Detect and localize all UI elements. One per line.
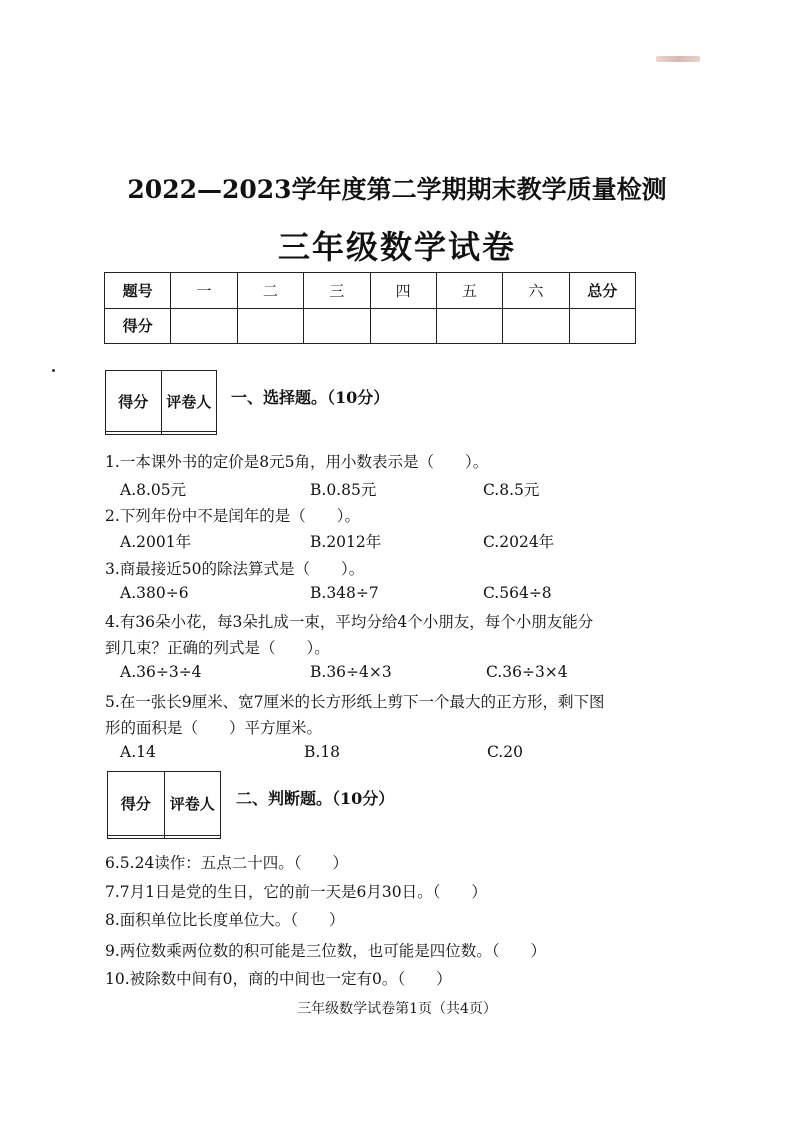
score-header-cell: 题号 — [105, 273, 171, 309]
question-3: 3.商最接近50的除法算式是（ ）。 — [105, 560, 365, 578]
question-5-line1: 5.在一张长9厘米、宽7厘米的长方形纸上剪下一个最大的正方形，剩下图 — [105, 693, 605, 711]
q3-option-a: A.380÷6 — [120, 584, 189, 602]
grader-name-label: 评卷人 — [161, 371, 217, 432]
grader-name-cell[interactable] — [164, 836, 221, 839]
q1-option-b: B.0.85元 — [310, 481, 377, 499]
q5-option-a: A.14 — [120, 743, 156, 761]
q4-option-c: C.36÷3×4 — [486, 663, 568, 681]
score-header-cell: 三 — [304, 273, 370, 309]
q4-option-a: A.36÷3÷4 — [120, 663, 202, 681]
q5-option-b: B.18 — [304, 743, 341, 761]
question-1: 1.一本课外书的定价是8元5角，用小数表示是（ ）。 — [105, 453, 489, 471]
q3-option-b: B.348÷7 — [310, 584, 379, 602]
q2-option-c: C.2024年 — [483, 533, 555, 551]
score-entry-cell[interactable] — [171, 308, 237, 344]
exam-title: 2022—2023学年度第二学期期末教学质量检测 — [127, 175, 667, 204]
grader-score-cell[interactable] — [108, 836, 165, 839]
score-entry-cell[interactable] — [304, 308, 370, 344]
q2-option-a: A.2001年 — [120, 533, 192, 551]
score-row-label: 得分 — [105, 308, 171, 344]
grader-score-cell[interactable] — [106, 432, 162, 435]
score-header-cell: 五 — [436, 273, 502, 309]
score-entry-cell[interactable] — [237, 308, 303, 344]
score-table-score-row — [105, 308, 636, 344]
score-entry-cell[interactable] — [569, 308, 635, 344]
scan-dot — [52, 369, 55, 372]
score-header-cell: 六 — [503, 273, 569, 309]
q5-option-c: C.20 — [487, 743, 523, 761]
corner-stamp-mark — [656, 56, 700, 62]
score-header-cell: 二 — [237, 273, 303, 309]
score-header-cell: 四 — [370, 273, 436, 309]
section1-title: 一、选择题。（10分） — [231, 388, 390, 407]
question-4-line2: 到几束？正确的列式是（ ）。 — [105, 639, 330, 657]
question-2: 2.下列年份中不是闰年的是（ ）。 — [105, 507, 361, 525]
question-9: 9.两位数乘两位数的积可能是三位数，也可能是四位数。（ ） — [105, 942, 547, 960]
question-6: 6.5.24读作：五点二十四。（ ） — [105, 854, 349, 872]
question-4-line1: 4.有36朵小花，每3朵扎成一束，平均分给4个小朋友，每个小朋友能分 — [105, 613, 594, 631]
score-entry-cell[interactable] — [503, 308, 569, 344]
grader-name-cell[interactable] — [161, 432, 217, 435]
exam-subtitle: 三年级数学试卷 — [277, 228, 516, 266]
q4-option-b: B.36÷4×3 — [310, 663, 392, 681]
q2-option-b: B.2012年 — [310, 533, 382, 551]
grader-score-label: 得分 — [106, 371, 162, 432]
score-header-cell: 总分 — [569, 273, 635, 309]
score-entry-cell[interactable] — [370, 308, 436, 344]
grader-name-label: 评卷人 — [164, 772, 221, 836]
q1-option-c: C.8.5元 — [483, 481, 540, 499]
score-entry-cell[interactable] — [436, 308, 502, 344]
score-header-cell: 一 — [171, 273, 237, 309]
section2-grader-box — [107, 771, 221, 839]
section2-title: 二、判断题。（10分） — [236, 789, 395, 808]
question-8: 8.面积单位比长度单位大。（ ） — [105, 911, 345, 929]
score-table-header-row — [105, 273, 636, 309]
question-7: 7.7月1日是党的生日，它的前一天是6月30日。（ ） — [105, 883, 487, 901]
page-footer: 三年级数学试卷第1页（共4页） — [297, 1001, 497, 1017]
question-5-line2: 形的面积是（ ）平方厘米。 — [105, 719, 323, 737]
q3-option-c: C.564÷8 — [483, 584, 552, 602]
score-table — [104, 272, 636, 344]
grader-score-label: 得分 — [108, 772, 165, 836]
q1-option-a: A.8.05元 — [120, 481, 187, 499]
section1-grader-box — [105, 370, 217, 435]
question-10: 10.被除数中间有0，商的中间也一定有0。（ ） — [105, 970, 452, 988]
